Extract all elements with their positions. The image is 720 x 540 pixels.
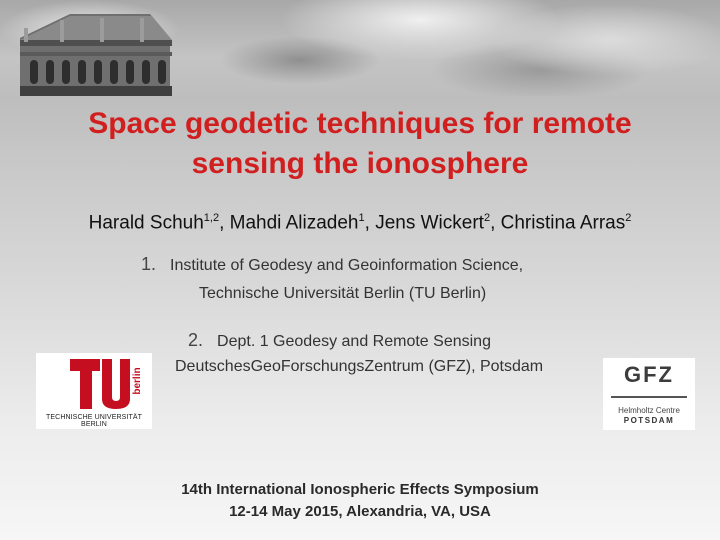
gfz-logo — [603, 358, 695, 430]
slide-title — [40, 104, 680, 184]
gfz-logo-line-1: Helmholtz Centre — [618, 406, 680, 415]
author-affiliation-marker: 2 — [625, 212, 632, 224]
affiliation-2-number: 2. — [188, 330, 204, 350]
author-separator: , — [219, 212, 230, 234]
event-name: 14th International Ionospheric Effects Symposium — [181, 481, 539, 498]
affiliation-2-text: Dept. 1 Geodesy and Remote Sensing — [217, 333, 491, 350]
affiliation-2-line-2: DeutschesGeoForschungsZentrum (GFZ), Potsdam — [175, 358, 544, 375]
author-affiliation-marker: 2 — [483, 212, 491, 224]
event-date-place: 12-14 May 2015, Alexandria, VA, USA — [229, 503, 491, 520]
affiliation-1-text: Institute of Geodesy and Geoinformation Science, — [170, 257, 524, 274]
author-name: Jens Wickert — [375, 212, 484, 234]
gfz-logo-rule — [611, 396, 687, 398]
affiliation-1-number: 1. — [141, 254, 157, 274]
affiliation-2-line-1 — [188, 330, 491, 351]
building-illustration — [0, 0, 720, 96]
author-list — [20, 212, 700, 234]
tu-logo-caption: TECHNISCHE UNIVERSITÄT BERLIN — [46, 414, 142, 428]
tu-logo-word: berlin — [132, 367, 143, 395]
author-affiliation-marker: 1,2 — [203, 212, 220, 224]
author-separator: , — [490, 212, 501, 234]
affiliation-1-line-2: Technische Universität Berlin (TU Berlin) — [199, 285, 487, 302]
author-affiliation-marker: 1 — [358, 212, 365, 224]
title-line-1: Space geodetic techniques for remote — [88, 107, 632, 140]
title-line-2: sensing the ionosphere — [191, 147, 529, 180]
tu-berlin-logo — [36, 353, 152, 429]
author-name: Mahdi Alizadeh — [229, 212, 359, 234]
tu-logo-mark — [36, 353, 152, 413]
author-name: Christina Arras — [500, 212, 626, 234]
gfz-logo-line-2: POTSDAM — [623, 416, 675, 425]
author-name: Harald Schuh — [88, 212, 204, 234]
header-building-photo — [0, 0, 720, 96]
affiliation-1-line-1 — [141, 254, 523, 275]
author-separator: , — [364, 212, 376, 234]
gfz-logo-word: GFZ — [624, 362, 674, 387]
